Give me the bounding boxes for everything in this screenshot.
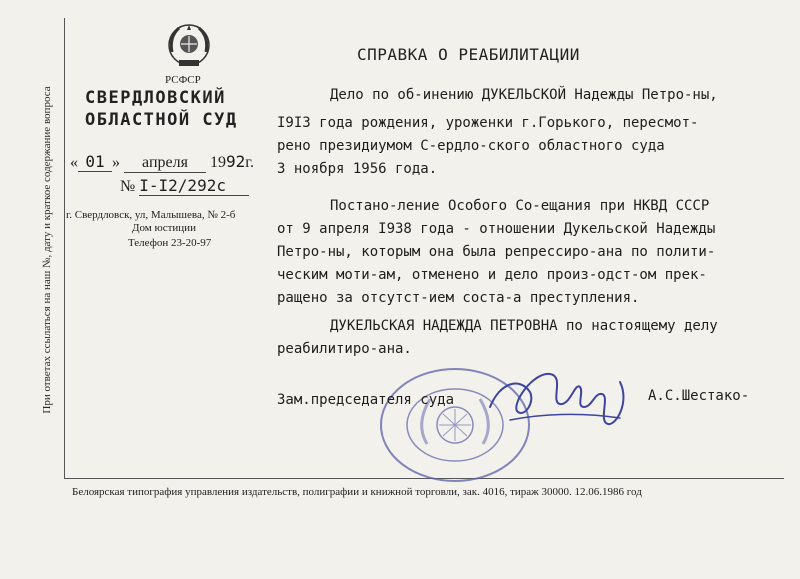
body-line-1: Дело по об-инению ДУКЕЛЬСКОЙ Надежды Петро-ны, xyxy=(330,87,718,103)
date-day: 01 xyxy=(78,152,112,172)
court-name-line1: СВЕРДЛОВСКИЙ xyxy=(85,88,226,108)
body-line-9: ращено за отсутст-ием соста-а преступления. xyxy=(277,290,640,306)
issue-date xyxy=(70,152,254,173)
number-value: I-I2/292с xyxy=(139,176,249,196)
body-line-3: рено президиумом С-ердло-ского областного суда xyxy=(277,138,665,154)
body-line-2: I9I3 года рождения, уроженки г.Горького, пересмот- xyxy=(277,115,699,131)
signer-name: А.С.Шестако- xyxy=(648,388,750,404)
document-number xyxy=(120,176,249,196)
date-year-prefix: 19 xyxy=(210,154,226,171)
state-emblem-icon xyxy=(164,22,214,72)
date-year: 92 xyxy=(226,152,246,171)
court-address: г. Свердловск, ул, Малышева, № 2-б xyxy=(66,209,236,221)
date-open-quote: « xyxy=(70,154,78,171)
document-title: СПРАВКА О РЕАБИЛИТАЦИИ xyxy=(357,45,580,64)
printing-footer: Белоярская типография управления издательств, полиграфии и книжной торговли, зак. 4016, тираж 30000. 12.06.1986 год xyxy=(72,486,642,498)
court-name-line2: ОБЛАСТНОЙ СУД xyxy=(85,110,238,130)
body-line-5: Постано-ление Особого Со-ещания при НКВД СССР xyxy=(330,198,710,214)
side-note-text: При ответах ссылаться на наш №, дату и краткое содержание вопроса xyxy=(41,86,53,414)
number-prefix: № xyxy=(120,178,136,195)
body-line-7: Петро-ны, которым она была репрессиро-ана по полити- xyxy=(277,244,716,260)
body-line-6: от 9 апреля I938 года - отношении Дукельской Надежды xyxy=(277,221,716,237)
date-month: апреля xyxy=(124,154,206,173)
date-suffix: г. xyxy=(245,154,255,171)
court-phone: Телефон 23-20-97 xyxy=(128,237,212,249)
body-line-8: ческим моти-ам, отменено и дело произ-одст-ом прек- xyxy=(277,267,707,283)
date-close-quote: » xyxy=(112,154,120,171)
vertical-margin-line xyxy=(64,18,65,478)
rsfsr-label: РСФСР xyxy=(165,74,201,86)
body-line-4: 3 ноября 1956 года. xyxy=(277,161,438,177)
signature-icon xyxy=(480,362,640,442)
body-line-10: ДУКЕЛЬСКАЯ НАДЕЖДА ПЕТРОВНА по настоящему делу xyxy=(330,318,718,334)
body-line-11: реабилитиро-ана. xyxy=(277,341,412,357)
signer-role: Зам.председателя суда xyxy=(277,392,455,408)
court-building: Дом юстиции xyxy=(132,222,196,234)
side-note xyxy=(36,30,58,470)
